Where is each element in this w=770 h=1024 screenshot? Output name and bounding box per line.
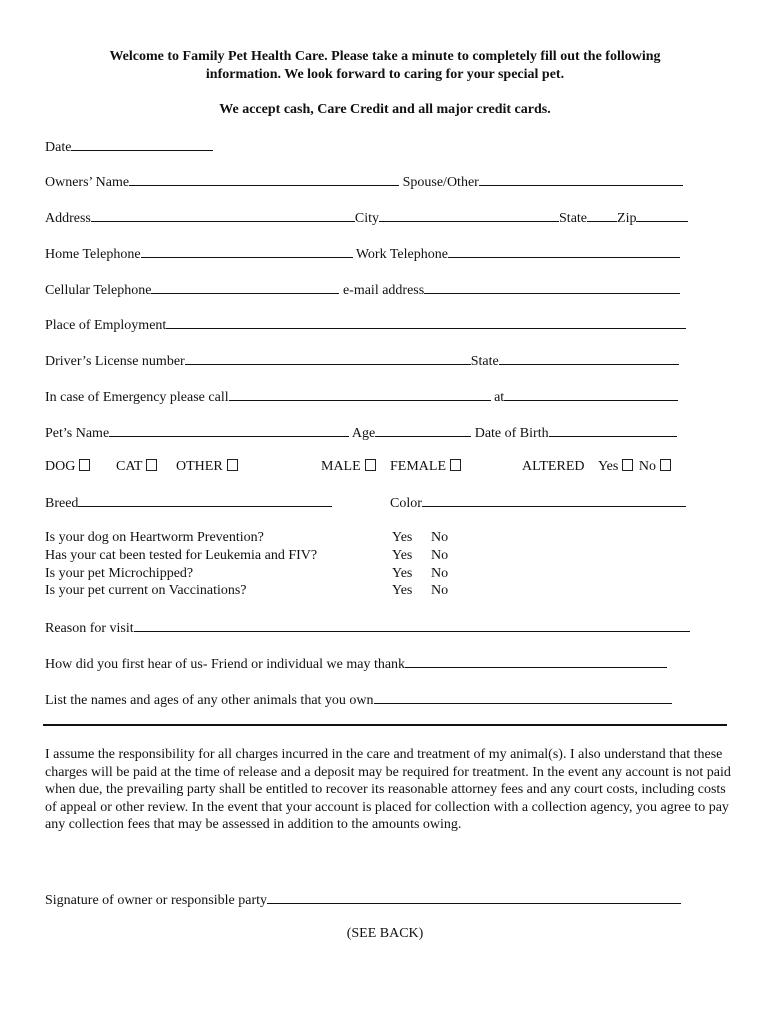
home-phone-field[interactable] <box>141 244 353 258</box>
owners-name-label: Owners’ Name <box>45 175 130 190</box>
breed-row <box>45 493 332 513</box>
question-heartworm: Is your dog on Heartworm Prevention? <box>45 530 264 545</box>
color-field[interactable] <box>422 493 686 507</box>
leukemia-yes[interactable]: Yes <box>392 548 413 563</box>
signature-row <box>45 890 681 910</box>
leukemia-no[interactable]: No <box>431 548 449 563</box>
state-label: State <box>559 211 588 226</box>
pet-name-field[interactable] <box>109 423 349 437</box>
license-state-field[interactable] <box>499 351 679 365</box>
section-divider <box>43 724 727 726</box>
emergency-phone-field[interactable] <box>504 387 678 401</box>
cell-phone-label: Cellular Telephone <box>45 283 152 298</box>
see-back-note: (SEE BACK) <box>346 926 424 941</box>
city-label: City <box>354 211 380 226</box>
other-animals-field[interactable] <box>374 690 672 704</box>
employment-field[interactable] <box>166 315 686 329</box>
reason-label: Reason for visit <box>45 621 134 636</box>
heartworm-no[interactable]: No <box>431 530 449 545</box>
date-label: Date <box>45 140 72 155</box>
other-checkbox[interactable] <box>227 459 238 471</box>
date-row <box>45 137 213 157</box>
spouse-field[interactable] <box>479 172 683 186</box>
species-other <box>176 458 240 476</box>
age-label: Age <box>351 426 376 441</box>
cat-label: CAT <box>116 459 143 474</box>
referral-label: How did you first hear of us- Friend or individual we may thank <box>45 657 406 672</box>
email-field[interactable] <box>424 280 680 294</box>
heartworm-yes[interactable]: Yes <box>392 530 413 545</box>
breed-field[interactable] <box>78 493 332 507</box>
cat-checkbox[interactable] <box>146 459 157 471</box>
emergency-row <box>45 387 678 407</box>
license-field[interactable] <box>185 351 471 365</box>
work-phone-field[interactable] <box>448 244 680 258</box>
question-vaccinations: Is your pet current on Vaccinations? <box>45 583 247 598</box>
question-microchip: Is your pet Microchipped? <box>45 566 194 581</box>
other-label: OTHER <box>176 459 223 474</box>
male-label: MALE <box>321 459 361 474</box>
cell-phone-field[interactable] <box>151 280 339 294</box>
spouse-label: Spouse/Other <box>402 175 479 190</box>
emergency-contact-field[interactable] <box>229 387 491 401</box>
sex-male <box>321 458 378 476</box>
city-field[interactable] <box>379 208 559 222</box>
altered-no-checkbox[interactable] <box>660 459 671 471</box>
owners-name-field[interactable] <box>129 172 399 186</box>
employment-label: Place of Employment <box>45 318 167 333</box>
phone-row <box>45 244 680 264</box>
question-leukemia: Has your cat been tested for Leukemia and FIV? <box>45 548 318 563</box>
welcome-heading-line-1: Welcome to Family Pet Health Care. Please take a minute to completely fill out the following <box>109 49 661 64</box>
cell-email-row <box>45 280 680 300</box>
home-phone-label: Home Telephone <box>45 247 141 262</box>
female-label: FEMALE <box>390 459 446 474</box>
license-label: Driver’s License number <box>45 354 185 369</box>
state-field[interactable] <box>587 208 617 222</box>
pet-name-label: Pet’s Name <box>45 426 110 441</box>
microchip-no[interactable]: No <box>431 566 449 581</box>
address-row <box>45 208 688 228</box>
dog-checkbox[interactable] <box>79 459 90 471</box>
species-cat <box>116 458 159 476</box>
license-row <box>45 351 679 371</box>
emergency-label: In case of Emergency please call <box>45 390 229 405</box>
color-label: Color <box>390 496 422 511</box>
address-field[interactable] <box>91 208 355 222</box>
referral-row <box>45 654 667 674</box>
employment-row <box>45 315 686 335</box>
species-dog <box>45 458 92 476</box>
sex-female <box>390 458 463 476</box>
other-animals-row <box>45 690 672 710</box>
dob-label: Date of Birth <box>474 426 549 441</box>
color-row <box>390 493 686 513</box>
altered-no-label: No <box>638 459 656 474</box>
zip-label: Zip <box>617 211 637 226</box>
microchip-yes[interactable]: Yes <box>392 566 413 581</box>
altered-yes-label: Yes <box>597 459 619 474</box>
altered-yes-checkbox[interactable] <box>622 459 633 471</box>
female-checkbox[interactable] <box>450 459 461 471</box>
financial-agreement-text: I assume the responsibility for all charges incurred in the care and treatment of my animal(s). I also understand that these charges will be paid at the time of release and a deposit may be required for treatment. In the event any account is not paid when due, the prevailing party shall be entitled to recover its reasonable attorney fees and any court costs, including costs of appeal or other review. In the event that your account is placed for collection with a collection agency, you agree to pay any collection fees that may be assessed in addition to the amounts owing. <box>45 747 731 833</box>
zip-field[interactable] <box>636 208 688 222</box>
reason-row <box>45 618 690 638</box>
owner-row <box>45 172 683 192</box>
breed-label: Breed <box>45 496 79 511</box>
date-field[interactable] <box>71 137 213 151</box>
welcome-heading-line-2: information. We look forward to caring for your special pet. <box>205 67 565 82</box>
altered-group <box>522 458 673 476</box>
reason-field[interactable] <box>134 618 690 632</box>
work-phone-label: Work Telephone <box>355 247 448 262</box>
dob-field[interactable] <box>549 423 677 437</box>
dog-label: DOG <box>45 459 76 474</box>
age-field[interactable] <box>375 423 471 437</box>
vaccinations-no[interactable]: No <box>431 583 449 598</box>
emergency-at-label: at <box>494 390 505 405</box>
license-state-label: State <box>470 354 499 369</box>
signature-field[interactable] <box>267 890 681 904</box>
email-label: e-mail address <box>342 283 425 298</box>
vaccinations-yes[interactable]: Yes <box>392 583 413 598</box>
payment-methods-heading: We accept cash, Care Credit and all major credit cards. <box>219 102 551 117</box>
altered-label: ALTERED <box>522 459 585 474</box>
address-label: Address <box>45 211 91 226</box>
other-animals-label: List the names and ages of any other animals that you own <box>45 693 374 708</box>
male-checkbox[interactable] <box>365 459 376 471</box>
referral-field[interactable] <box>405 654 667 668</box>
signature-label: Signature of owner or responsible party <box>45 893 267 908</box>
pet-row <box>45 423 677 443</box>
